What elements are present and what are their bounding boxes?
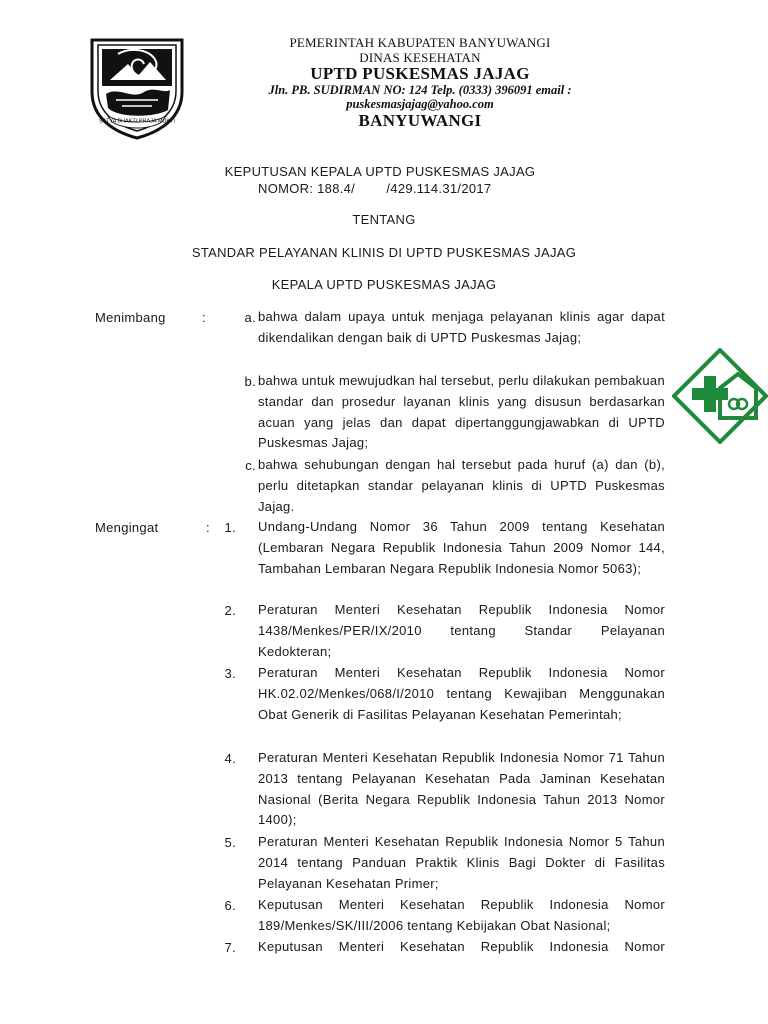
puskesmas-logo-icon bbox=[672, 348, 768, 444]
mengingat-label: Mengingat bbox=[95, 520, 159, 535]
decree-subject: STANDAR PELAYANAN KLINIS DI UPTD PUSKESMAS JAJAG bbox=[191, 245, 577, 260]
mengingat-marker-2: 2. bbox=[224, 603, 236, 618]
menimbang-item-c: bahwa sehubungan dengan hal tersebut pada huruf (a) dan (b), perlu ditetapkan standar pelayanan klinis di UPTD Puskesmas Jajag. bbox=[258, 457, 665, 514]
menimbang-marker-b: b. bbox=[244, 374, 256, 389]
letterhead-address: Jln. PB. SUDIRMAN NO: 124 Telp. (0333) 396091 email : bbox=[268, 83, 572, 97]
regency-seal-icon bbox=[88, 34, 186, 140]
decree-issuer: KEPALA UPTD PUSKESMAS JAJAG bbox=[271, 277, 497, 292]
letterhead-email: puskesmasjajag@yahoo.com bbox=[346, 97, 494, 111]
mengingat-item-1: Undang-Undang Nomor 36 Tahun 2009 tentang Kesehatan (Lembaran Negara Republik Indonesia Tahun 2009 Nomor 144, Tambahan Lembaran Negara Republik Indonesia Nomor 5063); bbox=[258, 519, 665, 576]
seal-motto: SATYA BHAKTI PRAJA MUKTI bbox=[99, 118, 175, 125]
decree-number: NOMOR: 188.4/ /429.114.31/2017 bbox=[258, 181, 492, 196]
letterhead-government: PEMERINTAH KABUPATEN BANYUWANGI bbox=[289, 35, 551, 50]
mengingat-marker-5: 5. bbox=[224, 835, 236, 850]
mengingat-item-6: Keputusan Menteri Kesehatan Republik Indonesia Nomor 189/Menkes/SK/III/2006 tentang Kebijakan Obat Nasional; bbox=[258, 897, 665, 933]
mengingat-item-4: Peraturan Menteri Kesehatan Republik Indonesia Nomor 71 Tahun 2013 tentang Pelayanan Kesehatan Pada Jaminan Kesehatan Nasional (Berita Negara Republik Indonesia Tahun 2013 Nomor 1400); bbox=[258, 750, 665, 828]
mengingat-item-5: Peraturan Menteri Kesehatan Republik Indonesia Nomor 5 Tahun 2014 tentang Panduan Praktik Klinis Bagi Dokter di Fasilitas Pelayanan Kesehatan Primer; bbox=[258, 834, 665, 891]
decree-about: TENTANG bbox=[352, 212, 416, 227]
mengingat-marker-6: 6. bbox=[224, 898, 236, 913]
mengingat-marker-4: 4. bbox=[224, 751, 236, 766]
menimbang-colon: : bbox=[202, 310, 206, 325]
menimbang-marker-c: c. bbox=[245, 458, 256, 473]
mengingat-item-2: Peraturan Menteri Kesehatan Republik Indonesia Nomor 1438/Menkes/PER/IX/2010 tentang Standar Pelayanan Kedokteran; bbox=[258, 602, 665, 659]
mengingat-colon: : bbox=[206, 520, 210, 535]
letterhead-institution: UPTD PUSKESMAS JAJAG bbox=[310, 64, 530, 83]
decree-title: KEPUTUSAN KEPALA UPTD PUSKESMAS JAJAG bbox=[224, 164, 536, 179]
letterhead-city: BANYUWANGI bbox=[358, 111, 482, 130]
mengingat-marker-3: 3. bbox=[224, 666, 236, 681]
mengingat-item-7: Keputusan Menteri Kesehatan Republik Indonesia Nomor bbox=[258, 939, 665, 954]
letterhead-department: DINAS KESEHATAN bbox=[359, 50, 481, 65]
mengingat-marker-1: 1. bbox=[224, 520, 236, 535]
mengingat-marker-7: 7. bbox=[224, 940, 236, 955]
menimbang-item-a: bahwa dalam upaya untuk menjaga pelayanan klinis agar dapat dikendalikan dengan baik di UPTD Puskesmas Jajag; bbox=[258, 309, 665, 345]
mengingat-item-3: Peraturan Menteri Kesehatan Republik Indonesia Nomor HK.02.02/Menkes/068/I/2010 tentang Kewajiban Menggunakan Obat Generik di Fasilitas Pelayanan Kesehatan Pemerintah; bbox=[258, 665, 665, 722]
menimbang-item-b: bahwa untuk mewujudkan hal tersebut, perlu dilakukan pembakuan standar dan prosedur layanan klinis yang disusun berdasarkan acuan yang jelas dan dapat dipertanggungjawabkan di UPTD Puskesmas Jajag; bbox=[258, 373, 665, 451]
menimbang-label: Menimbang bbox=[95, 310, 166, 325]
menimbang-marker-a: a. bbox=[244, 310, 256, 325]
